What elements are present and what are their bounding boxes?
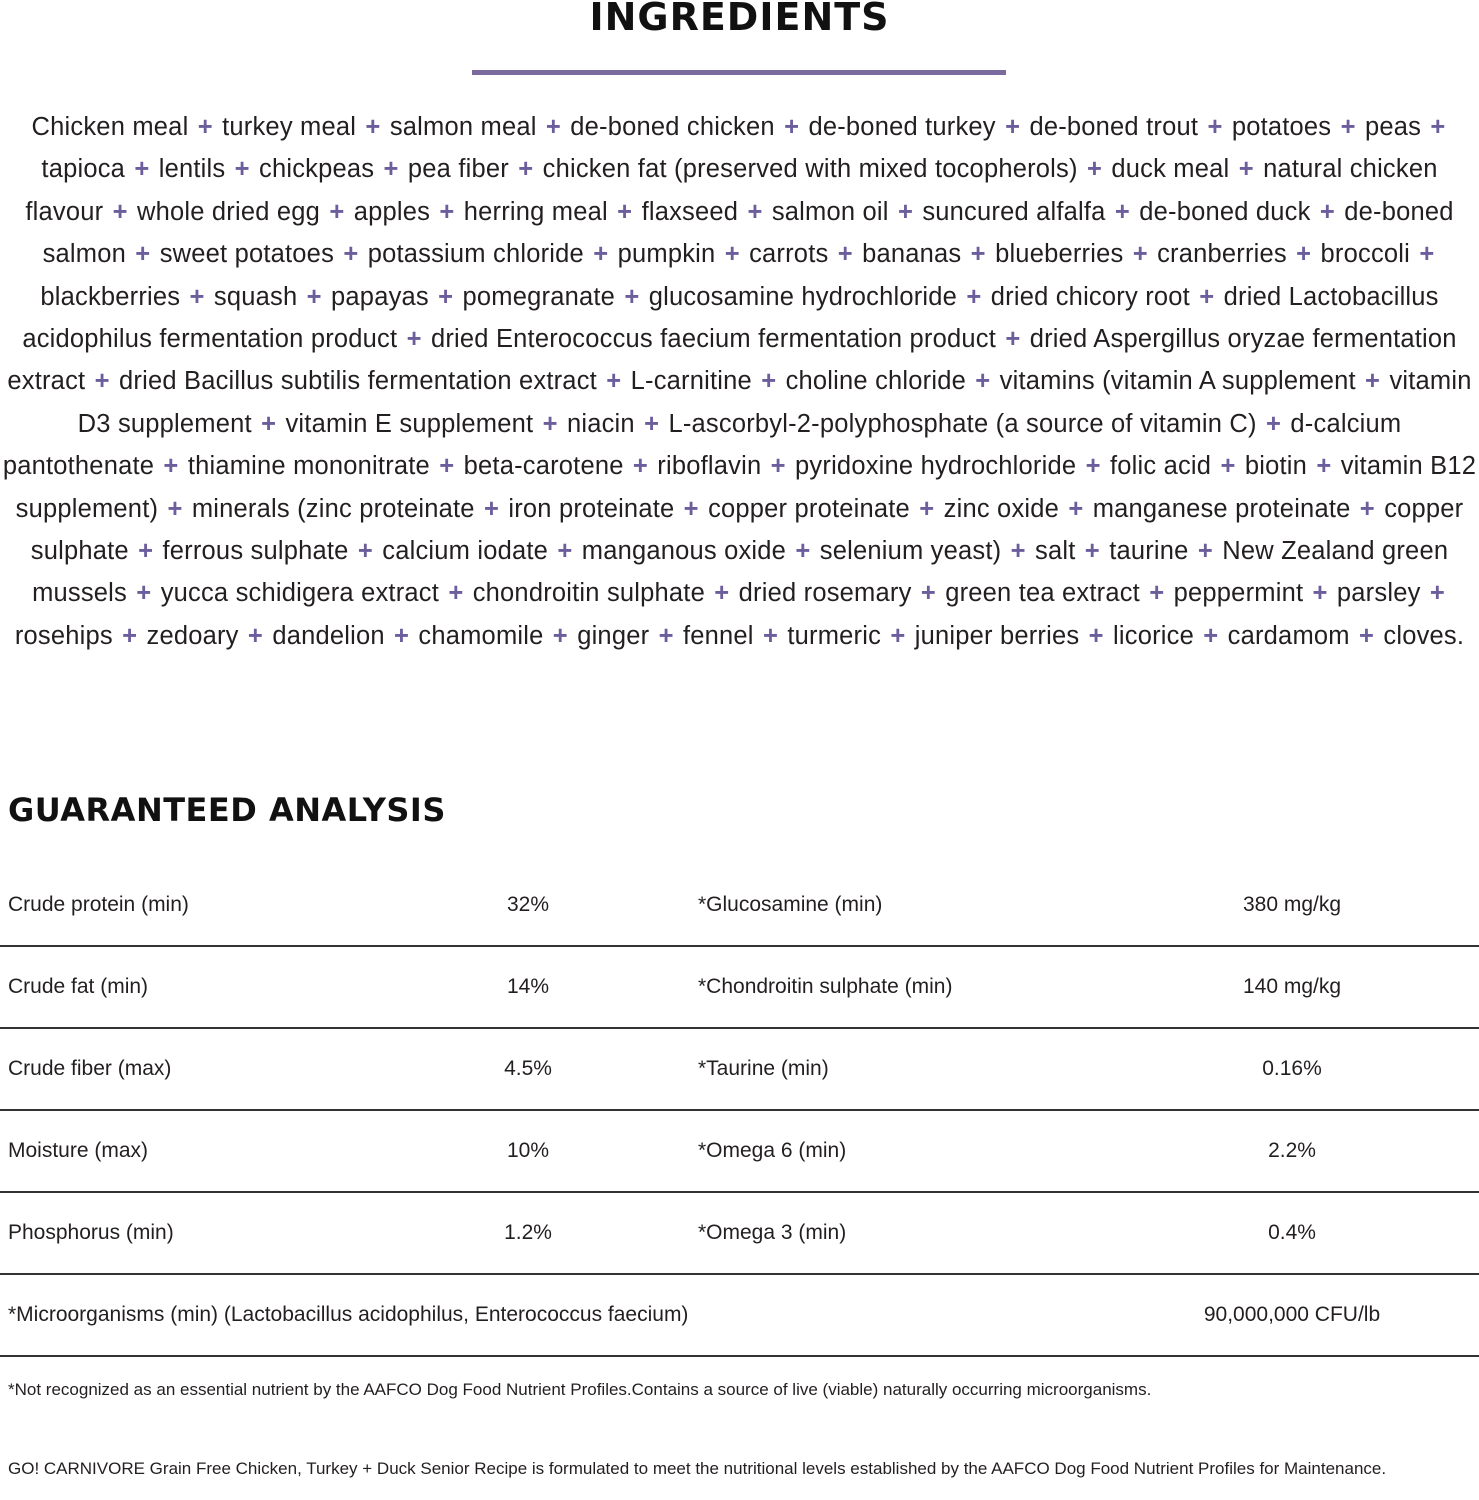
ingredient-item: carrots [749,240,829,269]
ingredient-item: squash [213,282,298,311]
plus-separator-icon: + [1429,579,1445,608]
ingredient-item: dried chicory root [990,282,1190,311]
ingredient-item: glucosamine hydrochloride [648,282,958,311]
nutrient-label: Crude fat (min) [8,975,149,998]
plus-separator-icon: + [545,113,561,141]
plus-separator-icon: + [234,155,250,184]
plus-separator-icon: + [552,621,568,650]
nutrient-label: *Chondroitin sulphate (min) [698,975,953,998]
plus-separator-icon: + [438,282,454,311]
plus-separator-icon: + [343,240,359,269]
ingredient-item: chickpeas [259,155,375,184]
nutrient-label: Phosphorus (min) [8,1221,174,1244]
plus-separator-icon: + [1088,621,1104,650]
plus-separator-icon: + [1149,579,1165,608]
ingredient-item: sweet potatoes [159,240,335,269]
ingredient-item: pea fiber [407,155,509,184]
ingredient-item: peppermint [1173,579,1304,608]
ingredients-heading: INGREDIENTS [589,0,890,39]
ingredient-item: potatoes [1231,113,1332,141]
nutrient-value: 1.2% [504,1221,552,1244]
plus-separator-icon: + [683,494,699,523]
ingredient-item: blueberries [995,240,1124,269]
ingredient-item: fennel [682,621,754,650]
plus-separator-icon: + [134,155,150,184]
nutrient-value: 4.5% [504,1057,552,1080]
ingredient-item: zinc oxide [943,494,1060,523]
plus-separator-icon: + [306,282,322,311]
plus-separator-icon: + [920,579,936,608]
plus-separator-icon: + [136,579,152,608]
plus-separator-icon: + [1365,367,1381,396]
ingredient-item: blackberries [40,282,181,311]
ingredient-item: manganese proteinate [1092,494,1351,523]
plus-separator-icon: + [135,240,151,269]
plus-separator-icon: + [542,409,558,438]
ingredient-item: chondroitin sulphate [472,579,705,608]
ingredient-item: broccoli [1320,240,1411,269]
plus-separator-icon: + [365,113,381,141]
plus-separator-icon: + [406,325,422,354]
plus-separator-icon: + [658,621,674,650]
ingredient-item: peas [1364,113,1422,141]
plus-separator-icon: + [557,537,573,566]
ingredient-item: dried Aspergillus oryzae fermentation extract [7,325,1457,396]
ingredient-item: cranberries [1157,240,1287,269]
ingredient-item: vitamin E supplement [285,409,534,438]
ingredient-item: salmon oil [771,197,889,226]
nutrient-label: *Omega 6 (min) [698,1139,847,1162]
plus-separator-icon: + [138,537,154,566]
plus-separator-icon: + [1220,452,1236,481]
plus-separator-icon: + [795,537,811,566]
plus-separator-icon: + [1238,155,1254,184]
ingredient-item: de-boned chicken [570,113,775,141]
ingredient-item: rosehips [14,621,113,650]
ingredient-item: biotin [1244,452,1308,481]
ingredient-item: pomegranate [462,282,616,311]
guaranteed-analysis-table [0,865,1479,1357]
ingredient-item: Chicken meal [31,113,189,141]
table-row [0,947,1479,1029]
plus-separator-icon: + [1068,494,1084,523]
ingredient-item: zedoary [146,621,239,650]
ingredient-item: licorice [1113,621,1194,650]
ingredient-item: turmeric [787,621,882,650]
nutrient-label: *Taurine (min) [698,1057,829,1080]
nutrient-value: 90,000,000 CFU/lb [1203,1303,1381,1326]
plus-separator-icon: + [1430,113,1446,141]
ingredient-item: chamomile [418,621,544,650]
plus-separator-icon: + [784,113,800,141]
ingredient-item: beta-carotene [463,452,624,481]
ingredient-item: flaxseed [641,197,739,226]
ingredient-item: bananas [862,240,962,269]
plus-separator-icon: + [1296,240,1312,269]
plus-separator-icon: + [167,494,183,523]
table-row [0,1029,1479,1111]
ingredient-item: ginger [577,621,650,650]
plus-separator-icon: + [1266,409,1282,438]
plus-separator-icon: + [1419,240,1435,269]
ingredient-item: salt [1035,537,1076,566]
ingredient-item: turkey meal [222,113,357,141]
nutrient-label: *Glucosamine (min) [698,893,883,916]
plus-separator-icon: + [448,579,464,608]
ingredient-item: riboflavin [657,452,762,481]
nutrient-label: Moisture (max) [8,1139,149,1162]
nutrient-label: Crude protein (min) [8,893,189,916]
plus-separator-icon: + [966,282,982,311]
ingredient-item: selenium yeast) [819,537,1002,566]
ingredient-item: duck meal [1111,155,1230,184]
ingredient-item: green tea extract [945,579,1140,608]
plus-separator-icon: + [724,240,740,269]
table-row [0,1193,1479,1275]
ingredient-item: lentils [158,155,226,184]
table-row [0,865,1479,947]
plus-separator-icon: + [247,621,264,650]
ingredient-item: de-boned duck [1139,197,1311,226]
ingredient-item: parsley [1336,579,1421,608]
plus-separator-icon: + [394,621,410,650]
plus-separator-icon: + [1312,579,1328,608]
ingredient-item: juniper berries [914,621,1080,650]
plus-separator-icon: + [189,282,205,311]
plus-separator-icon: + [1085,452,1101,481]
plus-separator-icon: + [970,240,986,269]
plus-separator-icon: + [1359,621,1375,650]
ingredient-item: New Zealand green mussels [32,537,1449,608]
ingredient-item: chicken fat (preserved with mixed tocopherols) [542,155,1078,184]
ingredient-item: salmon meal [389,113,537,141]
plus-separator-icon: + [1359,494,1375,523]
plus-separator-icon: + [606,367,622,396]
ingredient-item: ferrous sulphate [162,537,349,566]
ingredient-item: copper proteinate [708,494,910,523]
plus-separator-icon: + [1084,537,1100,566]
plus-separator-icon: + [1005,113,1021,141]
plus-separator-icon: + [112,197,128,226]
plus-separator-icon: + [1340,113,1356,141]
ingredient-item: herring meal [463,197,608,226]
ingredient-item: cloves. [1383,621,1465,650]
ingredients-divider [472,70,1006,75]
nutrient-value: 140 mg/kg [1242,975,1342,998]
ingredient-item: dried rosemary [738,579,912,608]
nutrient-value: 14% [506,975,550,998]
plus-separator-icon: + [593,240,609,269]
ingredient-item: papayas [331,282,429,311]
ingredient-item: folic acid [1109,452,1212,481]
ingredient-item: manganous oxide [581,537,787,566]
plus-separator-icon: + [897,197,914,226]
nutrient-value: 380 mg/kg [1242,893,1342,916]
ingredient-item: calcium iodate [382,537,549,566]
plus-separator-icon: + [919,494,935,523]
nutrient-label: *Microorganisms (min) (Lactobacillus acidophilus, Enterococcus faecium) [8,1303,689,1326]
plus-separator-icon: + [329,197,345,226]
plus-separator-icon: + [617,197,633,226]
ingredient-item: pumpkin [617,240,716,269]
nutrient-label: *Omega 3 (min) [698,1221,847,1244]
plus-separator-icon: + [1203,621,1219,650]
ingredients-list [0,106,1479,657]
ingredient-item: dried Enterococcus faecium fermentation product [430,325,997,354]
table-row [0,1111,1479,1193]
plus-separator-icon: + [383,155,399,184]
plus-separator-icon: + [1319,197,1335,226]
ingredient-item: L-carnitine [630,367,752,396]
plus-separator-icon: + [1132,240,1148,269]
ingredient-item: vitamin D3 supplement [77,367,1472,438]
guaranteed-analysis-heading: GUARANTEED ANALYSIS [8,791,446,829]
nutrient-label: Crude fiber (max) [8,1057,172,1080]
ingredient-item: thiamine mononitrate [187,452,430,481]
ingredient-item: dandelion [272,621,385,650]
ingredient-item: whole dried egg [136,197,321,226]
plus-separator-icon: + [1197,537,1213,566]
ingredient-item: d-calcium pantothenate [2,409,1402,481]
ingredient-item: yucca schidigera extract [160,579,440,608]
plus-separator-icon: + [163,452,179,481]
ingredient-item: pyridoxine hydrochloride [795,452,1077,481]
ingredient-item: dried Bacillus subtilis fermentation extract [119,367,597,396]
plus-separator-icon: + [1086,155,1103,184]
plus-separator-icon: + [1005,325,1021,354]
ingredient-item: taurine [1109,537,1189,566]
nutrient-value: 0.16% [1262,1057,1322,1080]
plus-separator-icon: + [761,367,777,396]
ingredient-item: de-boned trout [1029,113,1199,141]
plus-separator-icon: + [261,409,277,438]
ingredient-item: natural chicken flavour [25,155,1438,226]
ingredient-item: de-boned salmon [42,197,1454,269]
aafco-statement: GO! CARNIVORE Grain Free Chicken, Turkey + Duck Senior Recipe is formulated to meet the nutritional levels established by the AAFCO Dog Food Nutrient Profiles for Maintenance. [8,1459,1387,1478]
plus-separator-icon: + [94,367,110,396]
nutrient-value: 0.4% [1268,1221,1316,1244]
nutrient-value: 32% [506,893,550,916]
plus-separator-icon: + [632,452,648,481]
plus-separator-icon: + [439,197,455,226]
ingredient-item: iron proteinate [508,494,675,523]
plus-separator-icon: + [122,621,138,650]
ingredient-item: vitamins (vitamin A supplement [999,367,1356,396]
ingredient-item: potassium chloride [367,240,584,269]
plus-separator-icon: + [357,537,373,566]
table-row [0,1275,1479,1357]
plus-separator-icon: + [644,409,660,438]
plus-separator-icon: + [747,197,763,226]
plus-separator-icon: + [624,282,640,311]
plus-separator-icon: + [837,240,853,269]
ingredient-item: vitamin B12 supplement) [15,452,1477,523]
plus-separator-icon: + [890,621,906,650]
nutrient-value: 10% [506,1139,550,1162]
nutrient-value: 2.2% [1268,1139,1316,1162]
plus-separator-icon: + [197,113,213,141]
plus-separator-icon: + [1316,452,1332,481]
ingredient-item: niacin [566,409,635,438]
ingredient-item: tapioca [41,155,126,184]
plus-separator-icon: + [1114,197,1130,226]
ingredient-item: dried Lactobacillus acidophilus fermentation product [22,282,1439,354]
plus-separator-icon: + [1199,282,1215,311]
ingredient-item: copper sulphate [30,494,1464,566]
ingredient-item: choline chloride [785,367,966,396]
footnote: *Not recognized as an essential nutrient by the AAFCO Dog Food Nutrient Profiles.Contains a source of live (viable) naturally occurring microorganisms. [8,1380,1152,1399]
plus-separator-icon: + [518,155,534,184]
ingredient-item: suncured alfalfa [922,197,1106,226]
plus-separator-icon: + [762,621,779,650]
plus-separator-icon: + [714,579,730,608]
plus-separator-icon: + [439,452,455,481]
ingredient-item: L-ascorbyl-2-polyphosphate (a source of vitamin C) [668,409,1257,438]
plus-separator-icon: + [1010,537,1026,566]
ingredient-item: minerals (zinc proteinate [191,494,475,523]
plus-separator-icon: + [770,452,786,481]
ingredient-item: apples [353,197,431,226]
ingredient-item: cardamom [1227,621,1350,650]
ingredient-item: de-boned turkey [808,113,996,141]
plus-separator-icon: + [1207,113,1223,141]
plus-separator-icon: + [975,367,991,396]
plus-separator-icon: + [483,494,500,523]
